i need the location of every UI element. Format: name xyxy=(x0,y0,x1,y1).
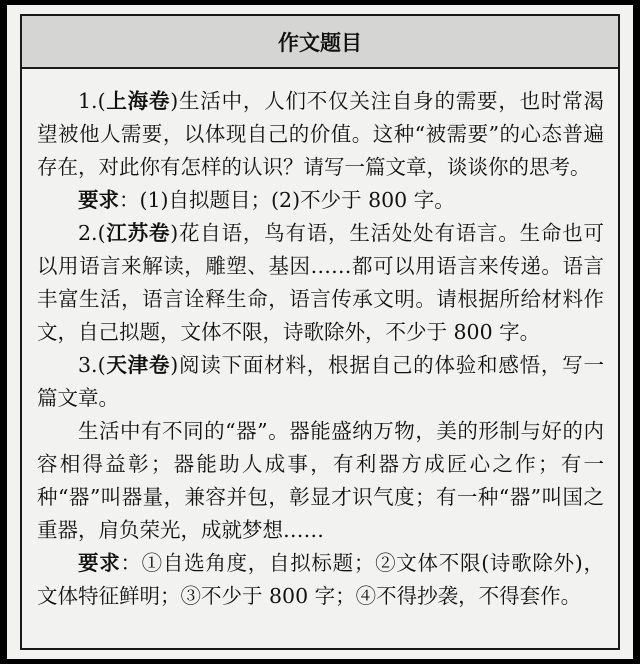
question-3: 3.(天津卷)阅读下面材料，根据自己的体验和感悟，写一篇文章。 xyxy=(37,353,604,410)
question-1-body: 生活中，人们不仅关注自身的需要，也时常渴望被他人需要，以体现自己的价值。这种“被需要”的心态普遍存在，对此你有怎样的认识？请写一篇文章，谈谈你的思考。 xyxy=(37,89,604,179)
question-3-material: 生活中有不同的“器”。器能盛纳万物，美的形制与好的内容相得益彰；器能助人成事，有利器方成匠心之作；有一种“器”叫器量，兼容并包，彰显才识气度；有一种“器”叫国之重器，肩负荣光，成就梦想…… xyxy=(37,419,604,542)
question-1-source: 上海卷 xyxy=(105,89,171,113)
question-3-req-text: ：①自选角度，自拟标题；②文体不限(诗歌除外)，文体特征鲜明；③不少于 800 字；④不得抄袭，不得套作。 xyxy=(37,551,605,608)
question-1-req-text: ：(1)自拟题目；(2)不少于 800 字。 xyxy=(119,188,455,212)
question-3-source: 天津卷 xyxy=(105,353,171,377)
question-2-source: 江苏卷 xyxy=(105,221,171,245)
question-1: 1.(上海卷)生活中，人们不仅关注自身的需要，也时常渴望被他人需要，以体现自己的价值。这种“被需要”的心态普遍存在，对此你有怎样的认识？请写一篇文章，谈谈你的思考。 xyxy=(37,89,604,179)
question-1-number: 1. xyxy=(78,89,98,113)
question-3-req-label: 要求 xyxy=(78,551,121,575)
title-bar xyxy=(22,16,618,69)
question-3-body: 阅读下面材料，根据自己的体验和感悟，写一篇文章。 xyxy=(37,353,604,410)
page xyxy=(7,5,633,659)
page-title: 作文题目 xyxy=(278,30,362,55)
question-1-requirement xyxy=(37,184,604,217)
question-2-body: 花自语，鸟有语，生活处处有语言。生命也可以用语言来解读，雕塑、基因……都可以用语言来传递。语言丰富生活，语言诠释生命，语言传承文明。请根据所给材料作文，自己拟题，文体不限，诗歌除外，不少于 800 字。 xyxy=(37,221,604,344)
question-3-number: 3. xyxy=(78,353,98,377)
content xyxy=(22,69,618,613)
question-1-req-label: 要求 xyxy=(78,188,119,212)
essay-topics-box xyxy=(20,14,620,650)
question-2-number: 2. xyxy=(78,221,98,245)
question-2: 2.(江苏卷)花自语，鸟有语，生活处处有语言。生命也可以用语言来解读，雕塑、基因……都可以用语言来传递。语言丰富生活，语言诠释生命，语言传承文明。请根据所给材料作文，自己拟题，文体不限，诗歌除外，不少于 800 字。 xyxy=(37,221,604,344)
question-3-requirement xyxy=(37,547,604,613)
